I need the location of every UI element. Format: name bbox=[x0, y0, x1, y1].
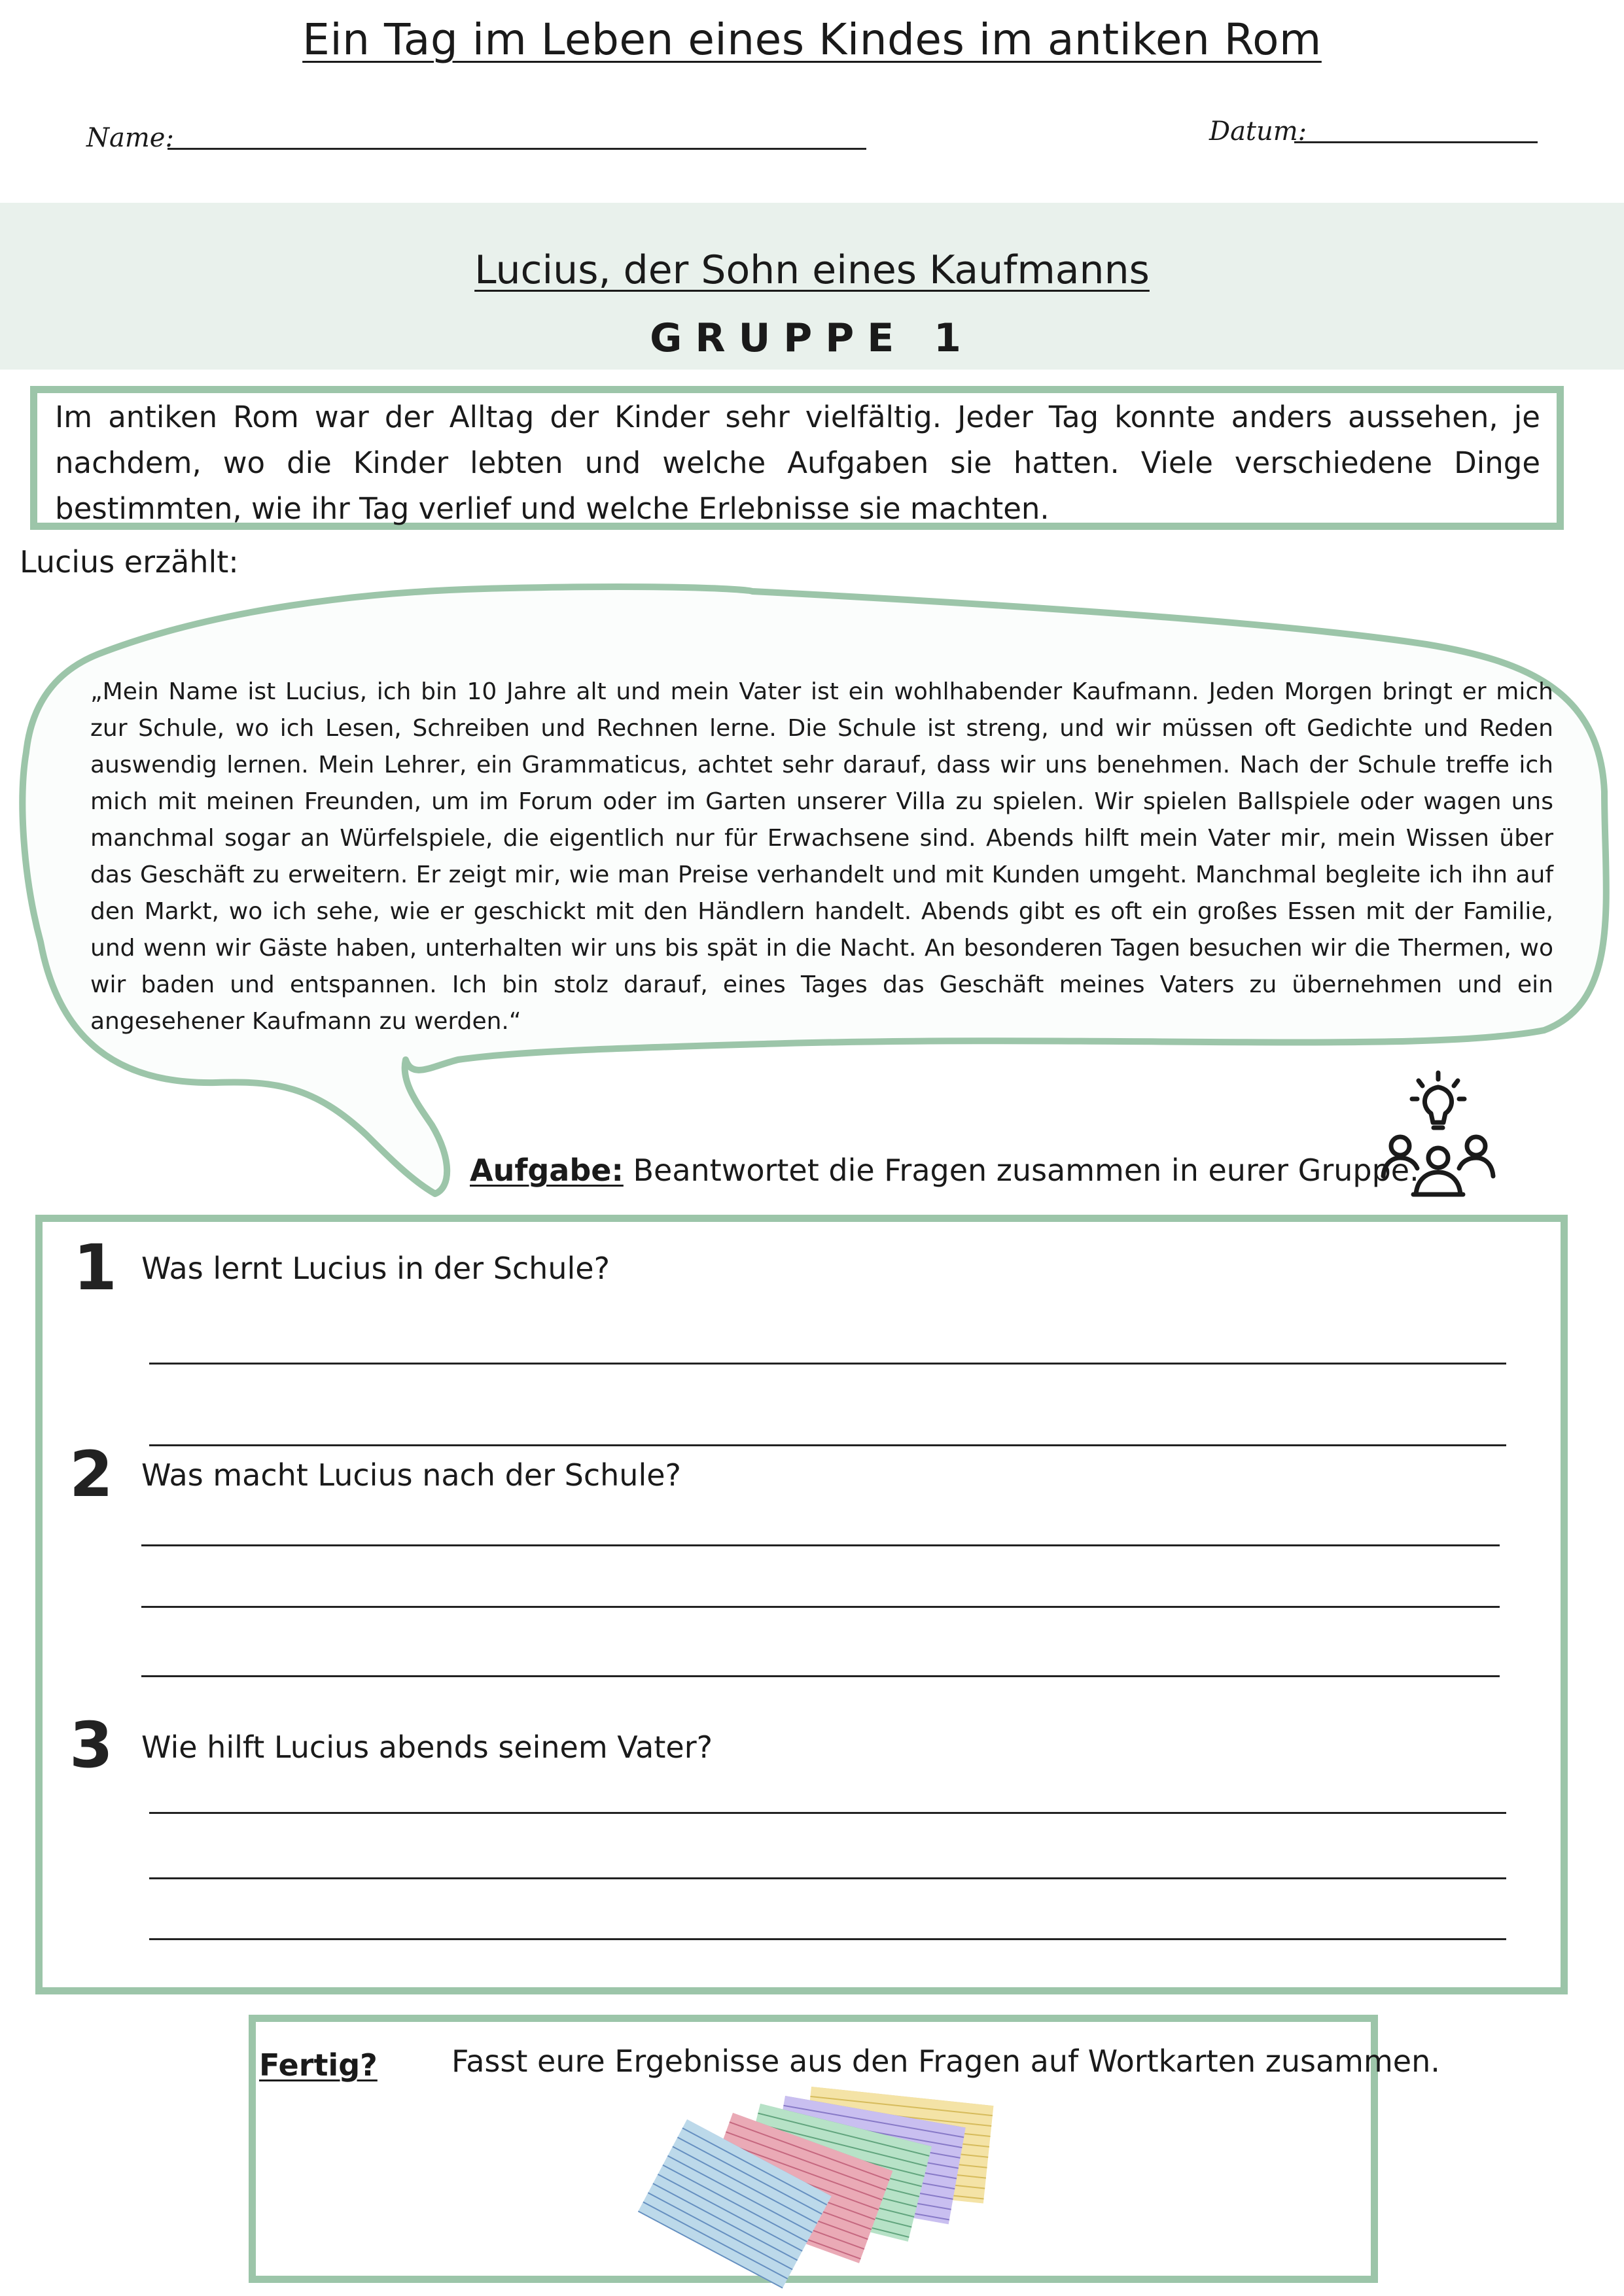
answer-line-1b[interactable] bbox=[149, 1444, 1506, 1446]
date-label: Datum: bbox=[1209, 116, 1307, 147]
done-text: Fasst eure Ergebnisse aus den Fragen auf Wortkarten zusammen. bbox=[451, 2044, 1440, 2079]
answer-line-2c[interactable] bbox=[141, 1675, 1500, 1677]
task-instruction bbox=[470, 1153, 1419, 1188]
group-idea-icon bbox=[1374, 1066, 1505, 1197]
narrator-label: Lucius erzählt: bbox=[20, 544, 239, 580]
answer-line-2a[interactable] bbox=[141, 1544, 1500, 1546]
name-label: Name: bbox=[86, 123, 174, 153]
answer-line-3c[interactable] bbox=[149, 1938, 1506, 1940]
index-cards-illustration bbox=[622, 2080, 1001, 2289]
intro-text: Im antiken Rom war der Alltag der Kinder sehr vielfältig. Jeder Tag konnte anders aussehen, je nachdem, wo die Kinder lebten und welche Aufgaben sie hatten. Viele verschiedene Dinge bestimmten, wie ihr Tag verlief und welche Erlebnisse sie machten. bbox=[55, 400, 1540, 526]
answer-line-3a[interactable] bbox=[149, 1812, 1506, 1814]
question-number-1: 1 bbox=[73, 1231, 117, 1304]
done-label: Fertig? bbox=[259, 2047, 378, 2083]
page-title: Ein Tag im Leben eines Kindes im antiken Rom bbox=[302, 14, 1322, 65]
group-heading: GRUPPE 1 bbox=[650, 315, 974, 361]
answer-line-3b[interactable] bbox=[149, 1877, 1506, 1879]
answer-line-1a[interactable] bbox=[149, 1363, 1506, 1365]
question-number-3: 3 bbox=[69, 1709, 113, 1782]
answer-line-2b[interactable] bbox=[141, 1606, 1500, 1608]
question-3-text: Wie hilft Lucius abends seinem Vater? bbox=[141, 1730, 713, 1765]
question-2-text: Was macht Lucius nach der Schule? bbox=[141, 1457, 681, 1493]
section-subtitle: Lucius, der Sohn eines Kaufmanns bbox=[474, 247, 1150, 293]
task-label: Aufgabe: bbox=[470, 1153, 624, 1188]
question-1-text: Was lernt Lucius in der Schule? bbox=[141, 1251, 610, 1286]
task-text: Beantwortet die Fragen zusammen in eurer Gruppe. bbox=[623, 1153, 1419, 1188]
question-number-2: 2 bbox=[69, 1438, 113, 1511]
story-text: „Mein Name ist Lucius, ich bin 10 Jahre alt und mein Vater ist ein wohlhabender Kaufmann. Jeden Morgen bringt er mich zur Schule, wo ich Lesen, Schreiben und Rechnen lerne. Die Schule ist streng, und wir müssen oft Gedichte und Reden auswendig lernen. Mein Lehrer, ein Grammaticus, achtet sehr darauf, dass wir uns benehmen. Nach der Schule treffe ich mich mit meinen Freunden, um im Forum oder im Garten unserer Villa zu spielen. Wir spielen Ballspiele oder wagen uns manchmal sogar an Würfelspiele, die eigentlich nur für Erwachsene sind. Abends hilft mein Vater mir, mein Wissen über das Geschäft zu erweitern. Er zeigt mir, wie man Preise verhandelt und mit Kunden umgeht. Manchmal begleite ich ihn auf den Markt, wo ich sehe, wie er geschickt mit den Händlern handelt. Abends gibt es oft ein großes Essen mit der Familie, und wenn wir Gäste haben, unterhalten wir uns bis spät in die Nacht. An besonderen Tagen besuchen wir die Thermen, wo wir baden und entspannen. Ich bin stolz darauf, eines Tages das Geschäft meines Vaters zu übernehmen und ein angesehener Kaufmann zu werden.“ bbox=[90, 678, 1553, 1035]
